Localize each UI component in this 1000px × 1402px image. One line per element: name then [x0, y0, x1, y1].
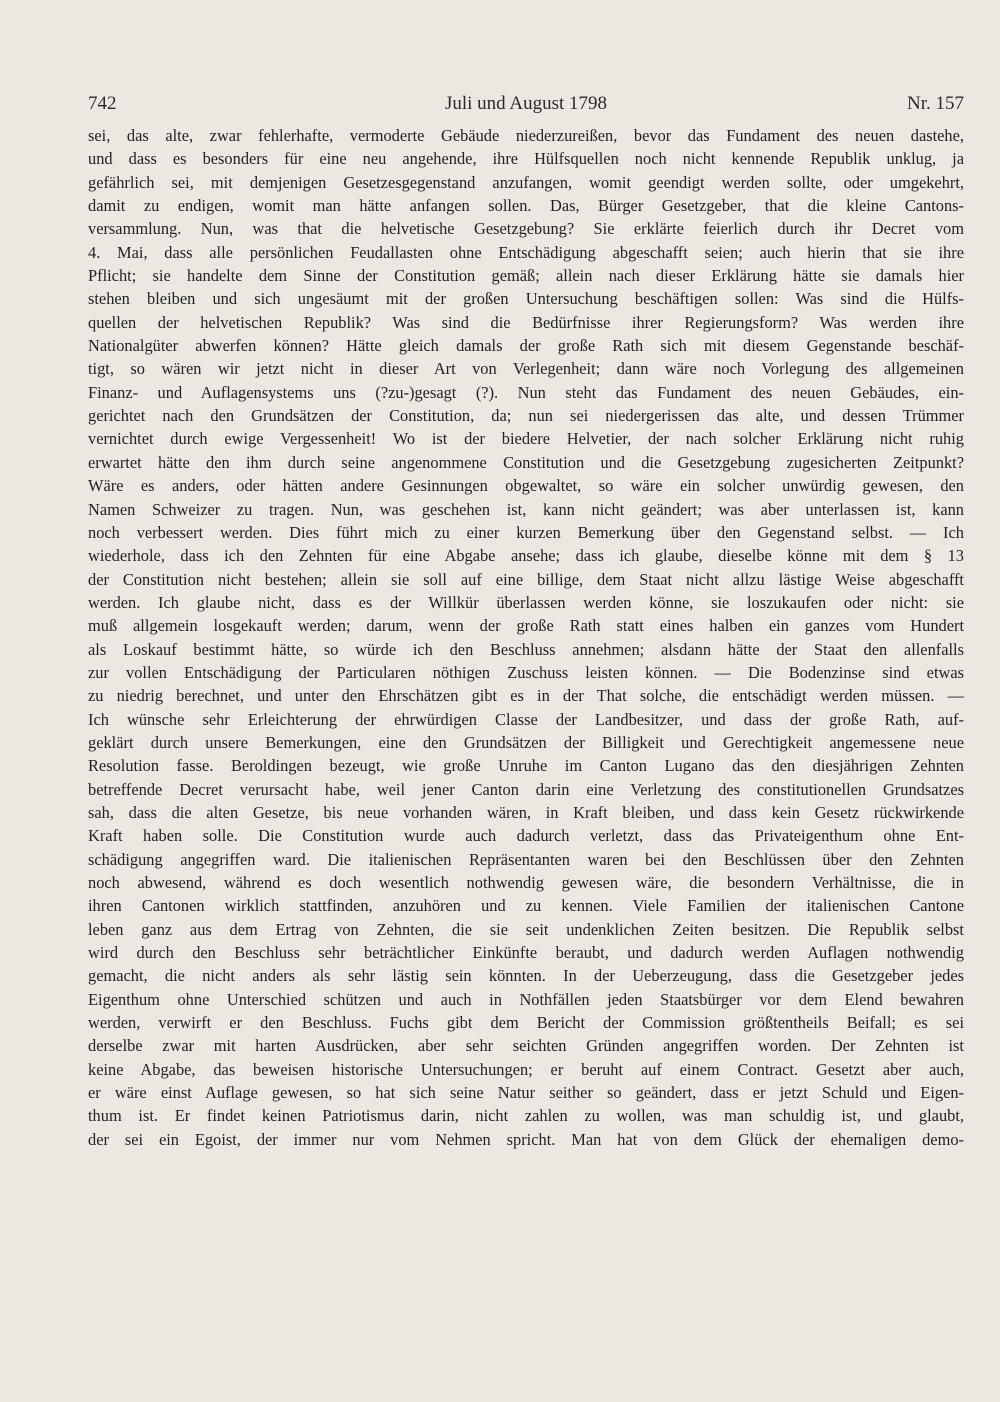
text-line: sah, dass die alten Gesetze, bis neue vorhanden wären, in Kraft bleiben, und dass kein Gesetz rückwirkende: [88, 802, 964, 822]
text-line: zur vollen Entschädigung der Particularen nöthigen Zuschuss leisten können. — Die Bodenzinse sind etwas: [88, 662, 964, 682]
text-line: noch abwesend, während es doch wesentlich nothwendig gewesen wäre, die besondern Verhältnisse, die in: [88, 873, 964, 892]
text-line: vernichtet durch ewige Vergessenheit! Wo ist der biedere Helvetier, der nach solcher Erklärung nicht ruhig: [88, 429, 964, 449]
document-number: Nr. 157: [907, 93, 964, 114]
text-line: gemacht, die nicht anders als sehr lästig sein könnten. In der Ueberzeugung, dass die Gesetzgeber jedes: [88, 966, 964, 986]
text-line: Eigenthum ohne Unterschied schützen und auch in Nothfällen jeden Staatsbürger vor dem Elend bewahren: [88, 989, 964, 1009]
text-line: wiederhole, dass ich den Zehnten für eine Abgabe ansehe; dass ich glaube, dieselbe könne mit dem § 13: [88, 546, 964, 566]
text-line: Kraft haben solle. Die Constitution wurde auch dadurch verletzt, dass das Privateigenthum ohne Ent-: [88, 826, 964, 846]
running-head: [88, 93, 964, 125]
text-line: 4. Mai, dass alle persönlichen Feudallasten ohne Entschädigung abgeschafft seien; auch hierin that sie ihre: [88, 242, 964, 262]
text-line: thum ist. Er findet keinen Patriotismus darin, nicht zahlen zu wollen, was man schuldig ist, und glaubt,: [88, 1106, 964, 1126]
text-line: [88, 1151, 964, 1174]
text-line: muß allgemein losgekauft werden; darum, wenn der große Rath statt eines halben ein ganzes vom Hundert: [88, 616, 964, 636]
text-line: keine Abgabe, das beweisen historische Untersuchungen; er beruht auf einem Contract. Gesetzt aber auch,: [88, 1059, 964, 1079]
text-line: sei, das alte, zwar fehlerhafte, vermoderte Gebäude niederzureißen, bevor das Fundament des neuen dastehe,: [88, 126, 964, 145]
text-line: betreffende Decret verursacht habe, weil jener Canton darin eine Verletzung des constitutionellen Grundsatzes: [88, 779, 964, 799]
text-line: schädigung angegriffen ward. Die italienischen Repräsentanten waren bei den Beschlüssen über den Zehnten: [88, 849, 964, 869]
text-line: derselbe zwar mit harten Ausdrücken, aber sehr seichten Gründen angegriffen worden. Der Zehnten ist: [88, 1036, 964, 1056]
text-line: ihren Cantonen wirklich stattfinden, anzuhören und zu kennen. Viele Familien der italienischen Cantone: [88, 896, 964, 916]
text-line: der Constitution nicht bestehen; allein sie soll auf eine billige, dem Staat nicht allzu lästige Weise abgeschafft: [88, 569, 964, 589]
text-line: der sei ein Egoist, der immer nur vom Nehmen spricht. Man hat von dem Glück der ehemaligen demo-: [88, 1129, 964, 1149]
text-line: als Loskauf bestimmt hätte, so würde ich den Beschluss annehmen; alsdann hätte der Staat den allenfalls: [88, 639, 964, 659]
running-title: Juli und August 1798: [444, 93, 608, 114]
text-line: Namen Schweizer zu tragen. Nun, was geschehen ist, kann nicht geändert; was aber unterlassen ist, kann: [88, 499, 964, 519]
text-line: quellen der helvetischen Republik? Was sind die Bedürfnisse ihrer Regierungsform? Was werden ihre: [88, 312, 964, 332]
text-line: Finanz- und Auflagensystems uns (?zu-)gesagt (?). Nun steht das Fundament des neuen Gebäudes, ein-: [88, 382, 964, 402]
text-line: Ich wünsche sehr Erleichterung der ehrwürdigen Classe der Landbesitzer, und dass der große Rath, auf-: [88, 709, 964, 729]
text-line: wird durch den Beschluss sehr beträchtlicher Einkünfte beraubt, und dadurch werden Auflagen nothwendig: [88, 943, 964, 963]
text-line: werden, verwirft er den Beschluss. Fuchs gibt dem Bericht der Commission größtentheils Beifall; es sei: [88, 1013, 964, 1033]
page-number: 742: [88, 93, 117, 114]
text-line: Pflicht; sie handelte dem Sinne der Constitution gemäß; allein nach dieser Erklärung hätte sie damals hier: [88, 266, 964, 286]
text-line: damit zu endigen, womit man hätte anfangen sollen. Das, Bürger Gesetzgeber, that die kleine Cantons-: [88, 196, 964, 216]
text-line: geklärt durch unsere Bemerkungen, eine den Grundsätzen der Billigkeit und Gerechtigkeit angemessene neue: [88, 732, 964, 752]
text-line: leben ganz aus dem Ertrag von Zehnten, die sie seit undenklichen Zeiten besitzen. Die Republik selbst: [88, 919, 964, 939]
text-line: noch verbessert werden. Dies führt mich zu einer kurzen Bemerkung über den Gegenstand selbst. — Ich: [88, 522, 964, 542]
text-line: erwartet hätte den ihm durch seine angenommene Constitution und die Gesetzgebung zugesicherten Zeitpunkt?: [88, 452, 964, 472]
text-line: er wäre einst Auflage gewesen, so hat sich seine Natur seither so geändert, dass er jetzt Schuld und Eigen-: [88, 1083, 964, 1103]
text-line: gefährlich sei, mit demjenigen Gesetzesgegenstand anzufangen, womit geendigt werden sollte, oder umgekehrt,: [88, 172, 964, 192]
text-line: versammlung. Nun, was that die helvetische Gesetzgebung? Sie erklärte feierlich durch ihr Decret vom: [88, 219, 964, 239]
text-line: gerichtet nach den Grundsätzen der Constitution, da; nun sei niedergerissen das alte, und dessen Trümmer: [88, 406, 964, 426]
text-line: Resolution fasse. Beroldingen bezeugt, wie große Unruhe im Canton Lugano das den diesjährigen Zehnten: [88, 756, 964, 776]
text-line: stehen bleiben und sich ungesäumt mit der großen Untersuchung beschäftigen sollen: Was sind die Hülfs-: [88, 289, 964, 309]
body-text: [88, 124, 964, 1174]
text-line: Nationalgüter abwerfen können? Hätte gleich damals der große Rath sich mit diesem Gegenstande beschäf-: [88, 336, 964, 356]
text-line: und dass es besonders für eine neu angehende, ihre Hülfsquellen noch nicht kennende Republik unklug, ja: [88, 149, 964, 169]
text-line: werden. Ich glaube nicht, dass es der Willkür überlassen werden könne, sie loszukaufen oder nicht: sie: [88, 592, 964, 612]
text-line: zu niedrig berechnet, und unter den Ehrschätzen gibt es in der That solche, die entschädigt werden müssen. —: [88, 686, 964, 706]
text-line: Wäre es anders, oder hätten andere Gesinnungen obgewaltet, so wäre ein solcher unwürdig gewesen, den: [88, 476, 964, 496]
text-line: tigt, so wären wir jetzt nicht in dieser Art von Verlegenheit; dann wäre noch Vorlegung des allgemeinen: [88, 359, 964, 379]
